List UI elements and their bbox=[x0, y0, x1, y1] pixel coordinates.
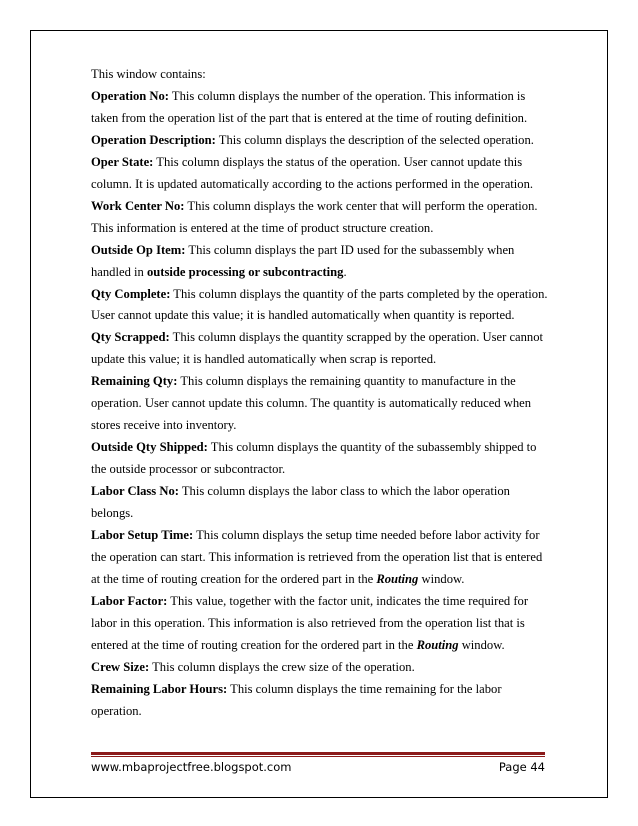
entry-term: Labor Factor: bbox=[91, 593, 168, 608]
document-body bbox=[91, 64, 551, 723]
entry-description: This column displays the labor class to which the labor operation belongs. bbox=[91, 484, 510, 521]
entry-work-center-no bbox=[91, 196, 551, 240]
entry-description: This column displays the part ID used for the subassembly when handled in bbox=[91, 242, 515, 279]
entry-description: This column displays the quantity scrapped by the operation. User cannot update this value; it is handled automatically when scrap is reported. bbox=[91, 330, 544, 367]
entry-remaining-qty bbox=[91, 371, 551, 437]
entry-description-end: window. bbox=[418, 571, 465, 586]
entry-term: Outside Qty Shipped: bbox=[91, 440, 208, 455]
entry-labor-setup-time bbox=[91, 525, 551, 591]
entry-term: Work Center No: bbox=[91, 198, 185, 213]
entry-description: This column displays the time remaining for the labor operation. bbox=[91, 681, 502, 718]
entry-term: Outside Op Item: bbox=[91, 242, 186, 257]
footer-website: www.mbaprojectfree.blogspot.com bbox=[91, 760, 292, 774]
footer-rule-thin bbox=[91, 756, 545, 757]
entry-description: This column displays the quantity of the parts completed by the operation. User cannot update this value; it is handled automatically when quantity is reported. bbox=[91, 286, 548, 323]
entry-term: Operation Description: bbox=[91, 132, 216, 147]
entry-qty-complete bbox=[91, 284, 551, 328]
entry-term: Remaining Qty: bbox=[91, 374, 178, 389]
entry-description: This column displays the setup time needed before labor activity for the operation can start. This information is retrieved from the operation list that is entered at the time of routing creation for the ordered part in the bbox=[91, 528, 543, 586]
page-footer bbox=[91, 760, 545, 774]
entry-term: Qty Complete: bbox=[91, 286, 171, 301]
entry-labor-factor bbox=[91, 591, 551, 657]
entry-description-end: . bbox=[343, 264, 347, 279]
entry-description-end: window. bbox=[458, 637, 505, 652]
routing-window-emphasis: Routing bbox=[416, 637, 459, 652]
entry-oper-state bbox=[91, 152, 551, 196]
entry-description: This column displays the quantity of the subassembly shipped to the outside processor or subcontractor. bbox=[91, 440, 537, 477]
entry-outside-qty-shipped bbox=[91, 437, 551, 481]
entry-bold-phrase: outside processing or subcontracting bbox=[146, 264, 344, 279]
entry-labor-class-no bbox=[91, 481, 551, 525]
entry-term: Qty Scrapped: bbox=[91, 330, 170, 345]
entry-operation-no bbox=[91, 86, 551, 130]
entry-description: This value, together with the factor unit, indicates the time required for labor in this operation. This information is also retrieved from the operation list that is entered at the time of routing creation for the ordered part in the bbox=[91, 593, 529, 652]
entry-description: This column displays the description of the selected operation. bbox=[215, 132, 534, 147]
routing-window-emphasis: Routing bbox=[376, 571, 419, 586]
entry-description: This column displays the work center that will perform the operation. This information is entered at the time of product structure creation. bbox=[91, 198, 538, 235]
entry-description: This column displays the crew size of the operation. bbox=[149, 659, 415, 674]
entry-term: Remaining Labor Hours: bbox=[91, 681, 228, 696]
entry-term: Labor Setup Time: bbox=[91, 528, 194, 543]
intro-text: This window contains: bbox=[91, 67, 206, 81]
entry-term: Crew Size: bbox=[91, 659, 150, 674]
entry-operation-description bbox=[91, 130, 551, 152]
entry-term: Oper State: bbox=[91, 154, 154, 169]
entry-description: This column displays the status of the operation. User cannot update this column. It is updated automatically according to the actions performed in the operation. bbox=[91, 154, 534, 191]
entry-description: This column displays the number of the operation. This information is taken from the operation list of the part that is entered at the time of routing definition. bbox=[91, 88, 528, 125]
entry-crew-size bbox=[91, 657, 551, 679]
entry-term: Operation No: bbox=[91, 88, 170, 103]
page-number: Page 44 bbox=[498, 760, 545, 774]
entry-description: This column displays the remaining quantity to manufacture in the operation. User cannot update this column. The quantity is automatically reduced when stores receive into inventory. bbox=[91, 374, 532, 433]
footer-rule bbox=[91, 752, 545, 755]
entry-term: Labor Class No: bbox=[91, 484, 179, 499]
entry-qty-scrapped bbox=[91, 327, 551, 371]
entry-remaining-labor-hours bbox=[91, 679, 551, 723]
entry-outside-op-item bbox=[91, 240, 551, 284]
